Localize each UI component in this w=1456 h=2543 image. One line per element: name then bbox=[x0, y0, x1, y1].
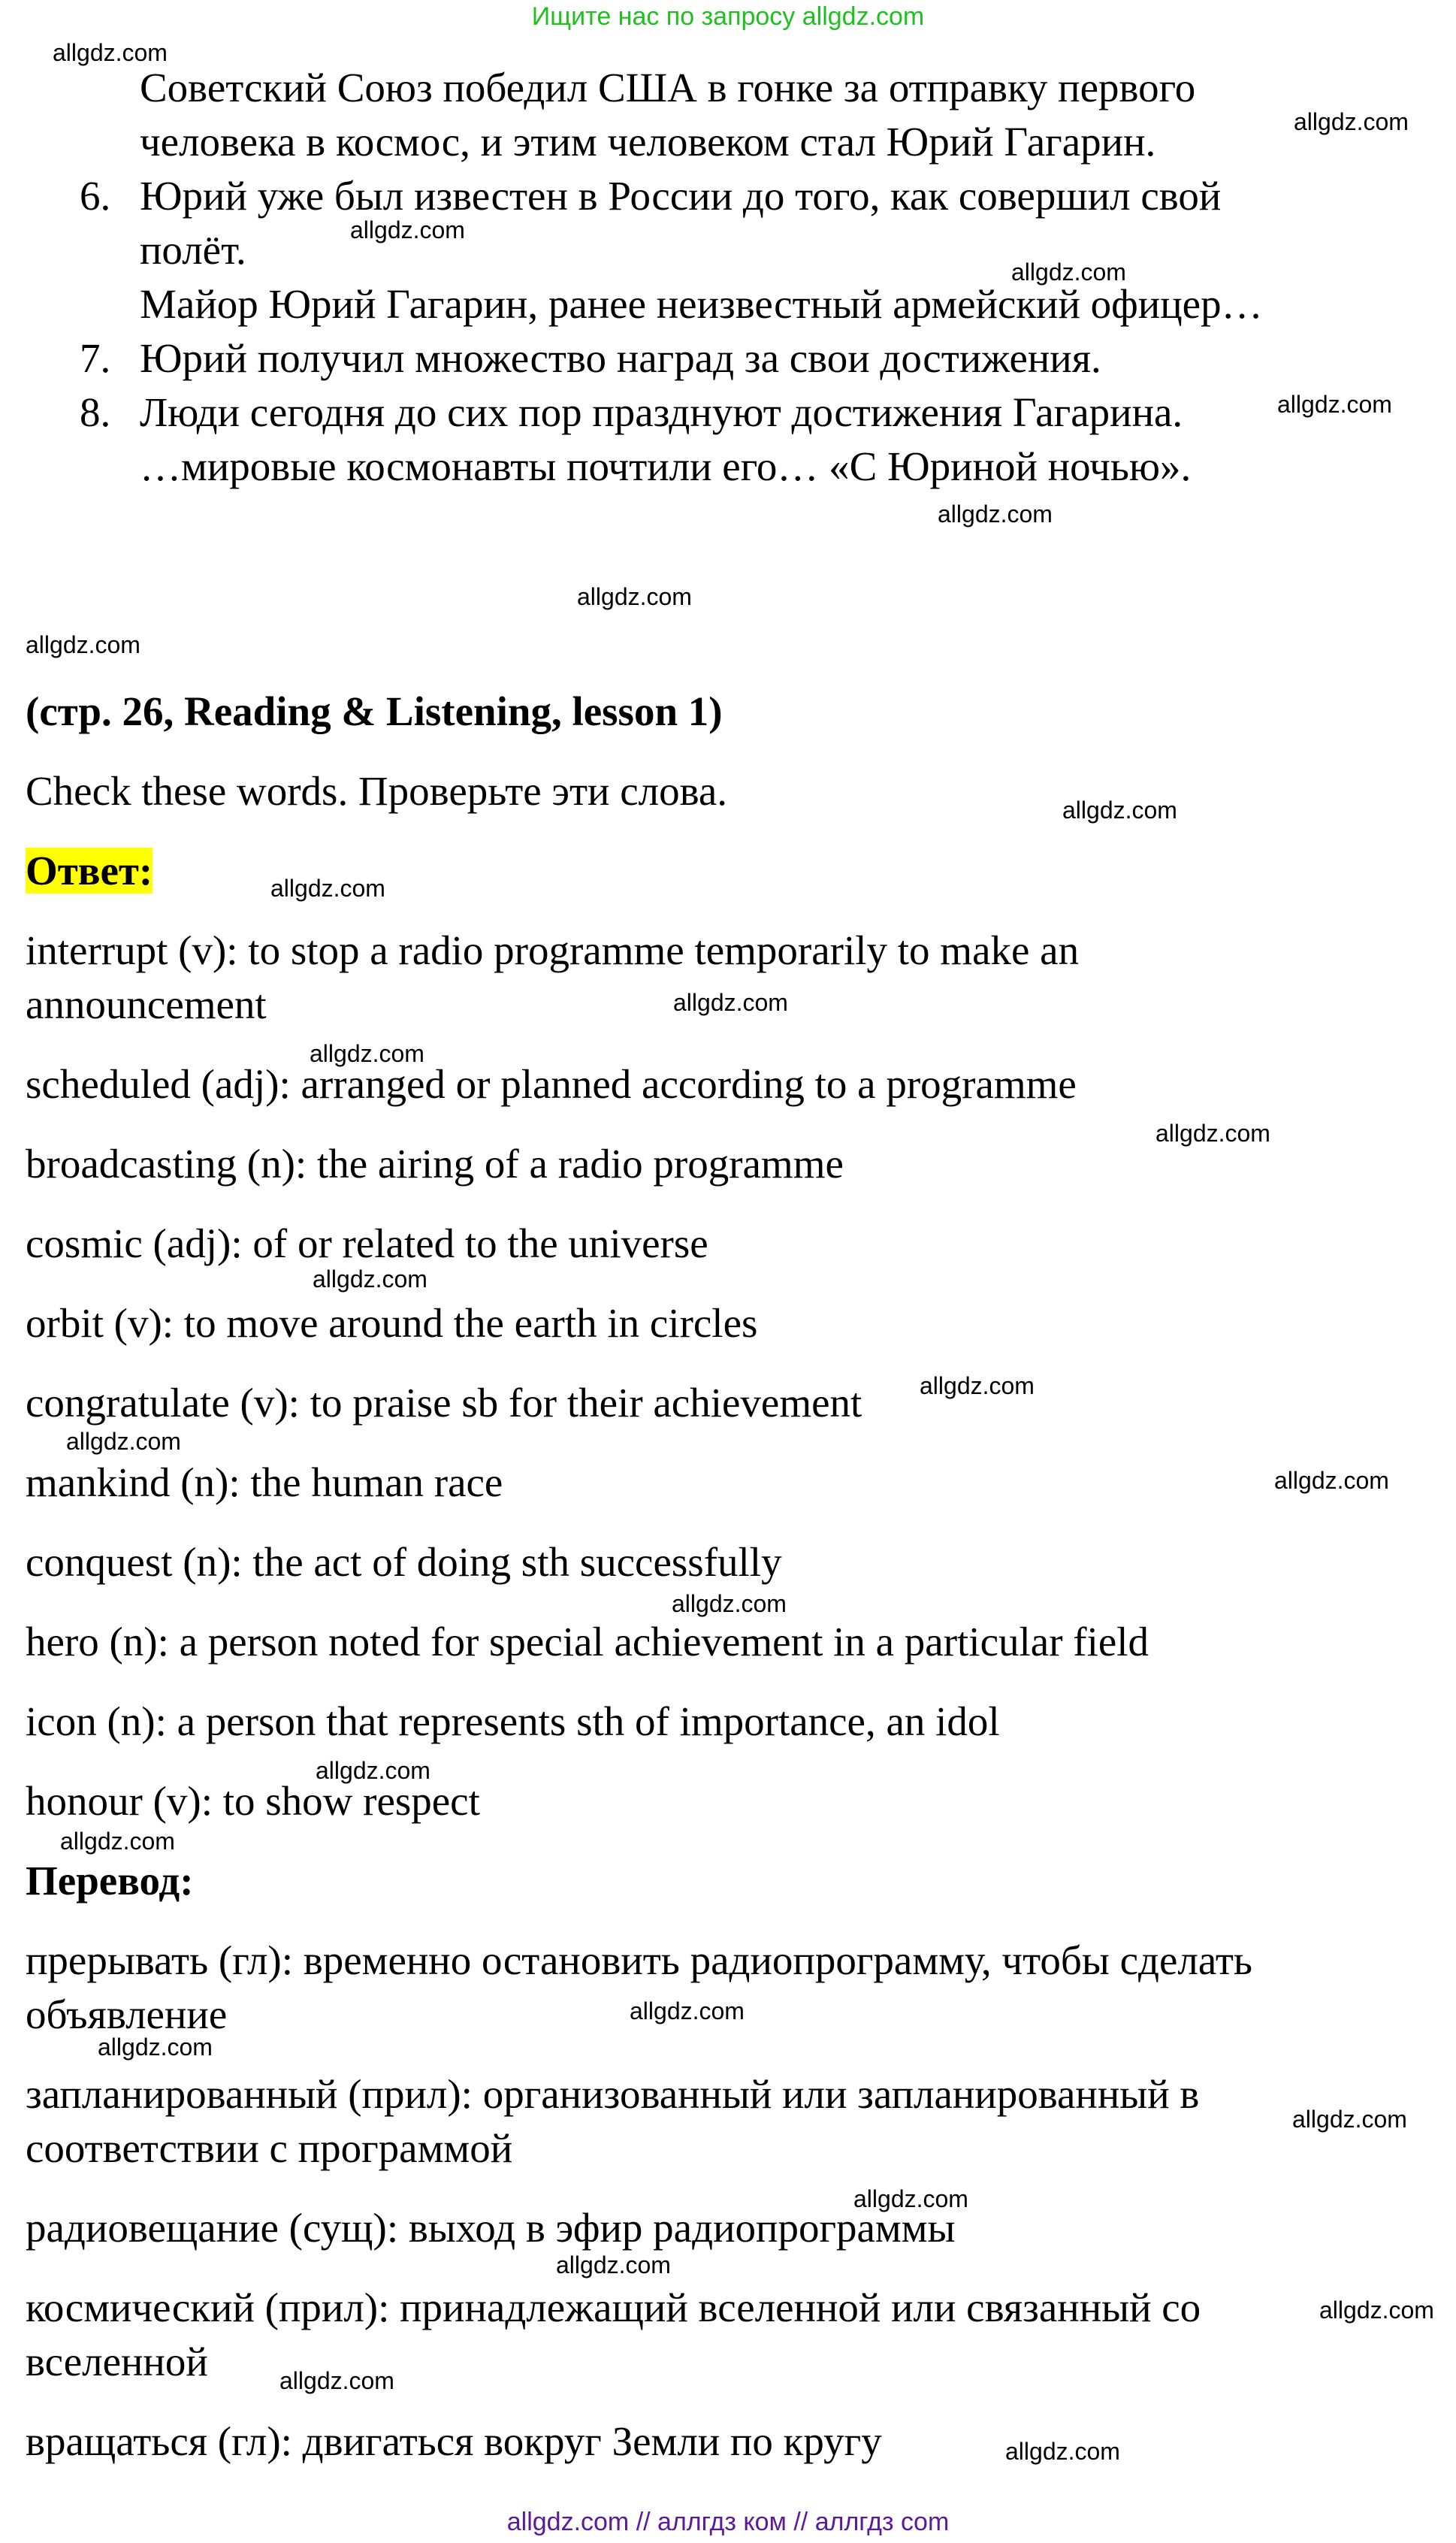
definition-line: conquest (n): the act of doing sth successfully bbox=[26, 1539, 782, 1585]
translation-line: прерывать (гл): временно остановить радиопрограмму, чтобы сделать bbox=[26, 1937, 1252, 1983]
watermark: allgdz.com bbox=[577, 583, 692, 610]
list-item-number: 6. bbox=[80, 173, 111, 219]
watermark: allgdz.com bbox=[66, 1428, 181, 1455]
translation-line: вселенной bbox=[26, 2339, 208, 2384]
watermark: allgdz.com bbox=[26, 631, 140, 658]
watermark: allgdz.com bbox=[853, 2185, 968, 2212]
list-item-number: 8. bbox=[80, 389, 111, 435]
watermark: allgdz.com bbox=[673, 989, 788, 1016]
translation-line: вращаться (гл): двигаться вокруг Земли по кругу bbox=[26, 2418, 882, 2464]
watermark: allgdz.com bbox=[313, 1265, 427, 1293]
task-text: Check these words. Проверьте эти слова. bbox=[26, 768, 728, 814]
definition-line: icon (n): a person that represents sth of importance, an idol bbox=[26, 1698, 1000, 1744]
definition-line: scheduled (adj): arranged or planned according to a programme bbox=[26, 1061, 1077, 1107]
definition-line: cosmic (adj): of or related to the universe bbox=[26, 1220, 708, 1266]
watermark: allgdz.com bbox=[53, 39, 168, 66]
watermark: allgdz.com bbox=[556, 2251, 671, 2278]
definition-line: interrupt (v): to stop a radio programme temporarily to make an bbox=[26, 927, 1080, 973]
translation-line: объявление bbox=[26, 1991, 228, 2037]
translation-line: космический (прил): принадлежащий вселенной или связанный со bbox=[26, 2284, 1201, 2330]
translation-label: Перевод: bbox=[26, 1858, 194, 1903]
definition-line: announcement bbox=[26, 981, 267, 1027]
watermark: allgdz.com bbox=[316, 1757, 430, 1784]
list-item-7-line-1: Юрий получил множество наград за свои достижения. bbox=[140, 335, 1101, 381]
watermark: allgdz.com bbox=[350, 216, 465, 243]
watermark: allgdz.com bbox=[938, 500, 1053, 528]
list-continuation-line-2: человека в космос, и этим человеком стал Юрий Гагарин. bbox=[140, 119, 1156, 165]
definition-line: hero (n): a person noted for special achievement in a particular field bbox=[26, 1619, 1149, 1665]
translation-line: соответствии с программой bbox=[26, 2125, 513, 2171]
watermark: allgdz.com bbox=[310, 1040, 424, 1067]
watermark: allgdz.com bbox=[60, 1828, 175, 1855]
watermark: allgdz.com bbox=[1155, 1120, 1270, 1147]
watermark: allgdz.com bbox=[1277, 391, 1392, 418]
watermark: allgdz.com bbox=[1062, 797, 1177, 824]
section-heading: (стр. 26, Reading & Listening, lesson 1) bbox=[26, 688, 723, 734]
watermark: allgdz.com bbox=[1274, 1467, 1389, 1494]
list-item-6-line-1: Юрий уже был известен в России до того, как совершил свой bbox=[140, 173, 1222, 219]
definition-line: congratulate (v): to praise sb for their achievement bbox=[26, 1380, 862, 1426]
translation-line: запланированный (прил): организованный или запланированный в bbox=[26, 2071, 1200, 2117]
answer-label: Ответ: bbox=[26, 848, 153, 894]
bottom-banner: allgdz.com // аллгдз ком // аллгдз com bbox=[506, 2508, 950, 2536]
watermark: allgdz.com bbox=[1005, 2438, 1120, 2465]
watermark: allgdz.com bbox=[270, 875, 385, 902]
definition-line: mankind (n): the human race bbox=[26, 1459, 503, 1505]
list-item-6-line-3: Майор Юрий Гагарин, ранее неизвестный армейский офицер… bbox=[140, 281, 1263, 327]
translation-line: радиовещание (сущ): выход в эфир радиопрограммы bbox=[26, 2205, 956, 2251]
watermark: allgdz.com bbox=[1319, 2297, 1434, 2324]
watermark: allgdz.com bbox=[672, 1590, 787, 1617]
list-item-8-line-1: Люди сегодня до сих пор празднуют достижения Гагарина. bbox=[140, 389, 1183, 435]
watermark: allgdz.com bbox=[920, 1372, 1035, 1399]
watermark: allgdz.com bbox=[630, 1997, 745, 2024]
top-banner: Ищите нас по запросу allgdz.com bbox=[531, 2, 925, 31]
definition-line: orbit (v): to move around the earth in circles bbox=[26, 1300, 758, 1346]
watermark: allgdz.com bbox=[1294, 108, 1409, 135]
watermark: allgdz.com bbox=[1292, 2106, 1407, 2133]
list-item-number: 7. bbox=[80, 335, 111, 381]
watermark: allgdz.com bbox=[98, 2033, 213, 2061]
list-item-8-line-2: …мировые космонавты почтили его… «С Юриной ночью». bbox=[140, 443, 1192, 489]
list-item-6-line-2: полёт. bbox=[140, 227, 246, 273]
list-continuation-line-1: Советский Союз победил США в гонке за отправку первого bbox=[140, 65, 1196, 110]
watermark: allgdz.com bbox=[1011, 259, 1126, 286]
definition-line: broadcasting (n): the airing of a radio programme bbox=[26, 1141, 844, 1187]
watermark: allgdz.com bbox=[279, 2367, 394, 2394]
definition-line: honour (v): to show respect bbox=[26, 1778, 480, 1824]
